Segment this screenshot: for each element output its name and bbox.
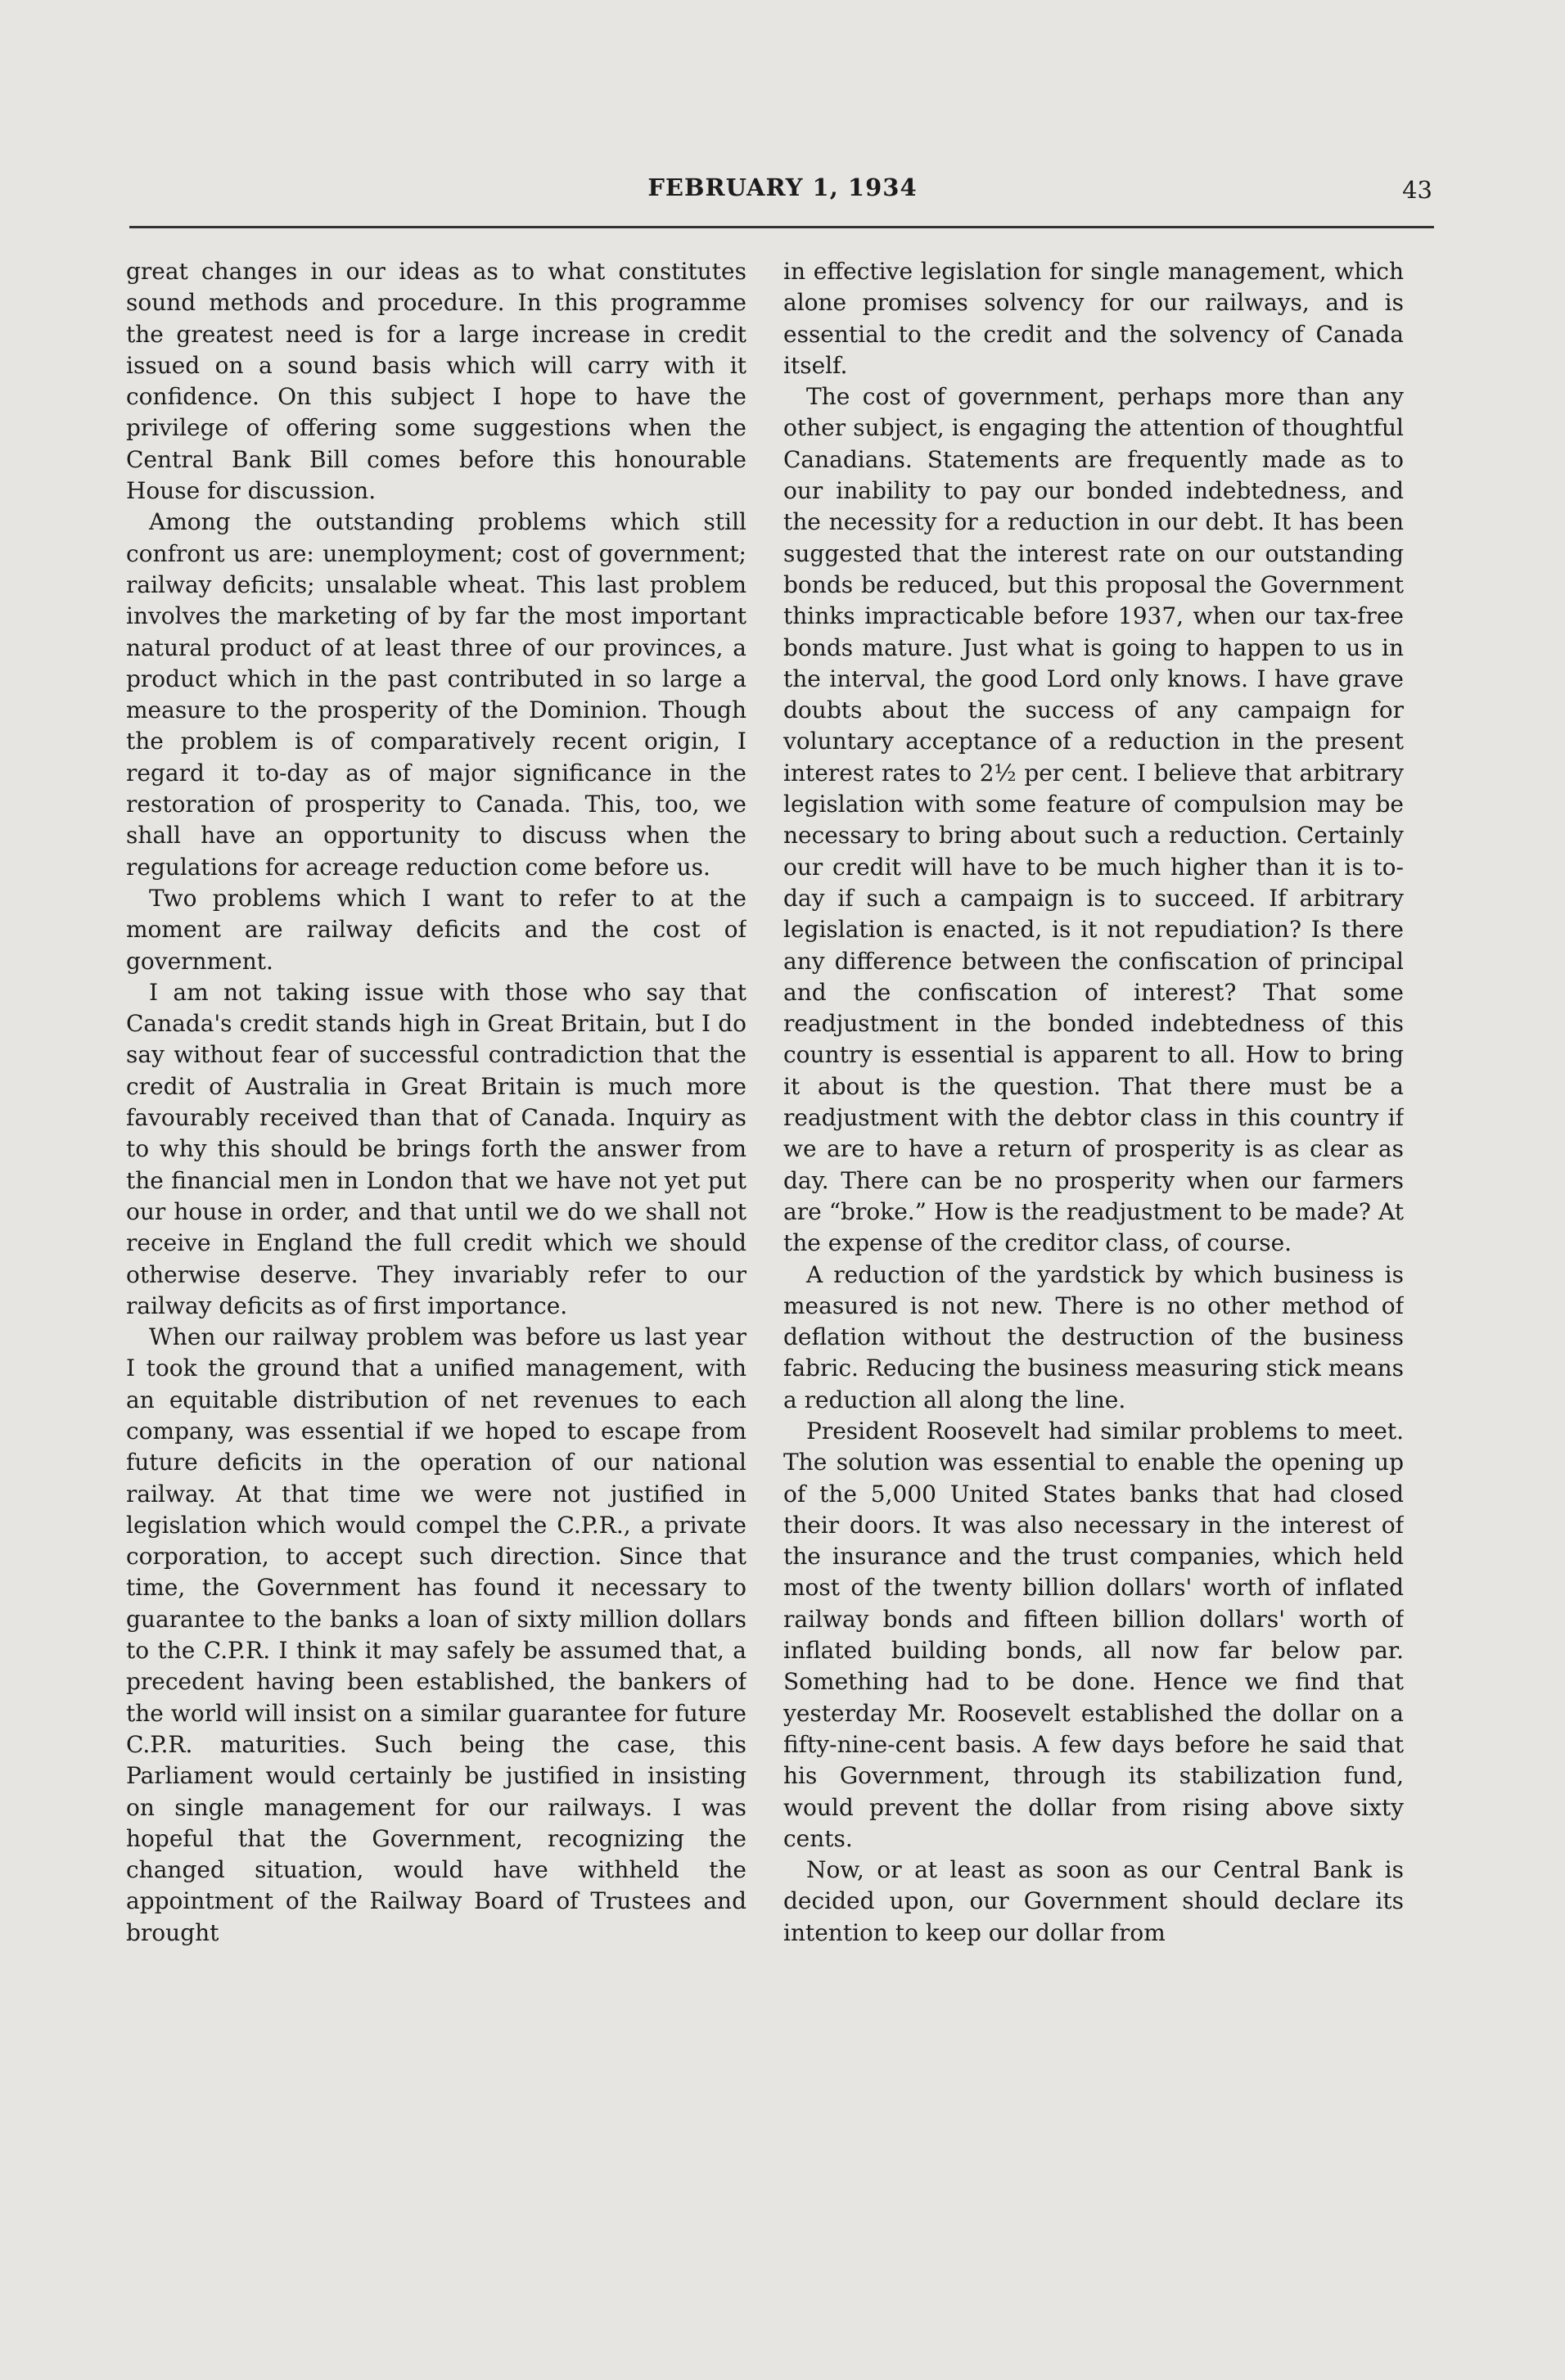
paragraph: in effective legislation for single management, which alone promises solvency for our railways, and is essential to the credit and the solvency of Canada itself. xyxy=(783,258,1404,379)
paragraph: The cost of government, perhaps more than any other subject, is engaging the attention of thoughtful Canadians. Statements are frequently made as to our inability to pay our bonded indebtedness, and the necessity for a reduction in our debt. It has been suggested that the interest rate on our outstanding bonds be reduced, but this proposal the Government thinks impracticable before 1937, when our tax-free bonds mature. Just what is going to happen to us in the interval, the good Lord only knows. I have grave doubts about the success of any campaign for voluntary acceptance of a reduction in the present interest rates to 2½ per cent. I believe that arbitrary legislation with some feature of compulsion may be necessary to bring about such a reduction. Certainly our credit will have to be much higher than it is to-day if such a campaign is to succeed. If arbitrary legislation is enacted, is it not repudiation? Is there any difference between the confiscation of principal and the confiscation of interest? That some readjustment in the bonded indebtedness of this country is essential is apparent to all. How to bring it about is the question. That there must be a readjustment with the debtor class in this country if we are to have a return of prosperity is as clear as day. There can be no prosperity when our farmers are “broke.” How is the readjustment to be made? At the expense of the creditor class, of course. xyxy=(783,383,1404,1257)
paragraph: Among the outstanding problems which still confront us are: unemployment; cost of government; railway deficits; unsalable wheat. This last problem involves the marketing of by far the most important natural product of at least three of our provinces, a product which in the past contributed in so large a measure to the prosperity of the Dominion. Though the problem is of comparatively recent origin, I regard it to-day as of major significance in the restoration of prosperity to Canada. This, too, we shall have an opportunity to discuss when the regulations for acreage reduction come before us. xyxy=(126,508,746,881)
page-number: 43 xyxy=(1402,176,1432,204)
left-column xyxy=(126,256,746,2220)
header-rule xyxy=(129,226,1434,228)
paragraph: Now, or at least as soon as our Central Bank is decided upon, our Government should declare its intention to keep our dollar from xyxy=(783,1856,1404,1946)
header-title: FEBRUARY 1, 1934 xyxy=(647,174,918,201)
paragraph: I am not taking issue with those who say that Canada's credit stands high in Great Britain, but I do say without fear of successful contradiction that the credit of Australia in Great Britain is much more favourably received than that of Canada. Inquiry as to why this should be brings forth the answer from the financial men in London that we have not yet put our house in order, and that until we do we shall not receive in England the full credit which we should otherwise deserve. They invariably refer to our railway deficits as of first importance. xyxy=(126,978,746,1319)
paragraph: great changes in our ideas as to what constitutes sound methods and procedure. In this programme the greatest need is for a large increase in credit issued on a sound basis which will carry with it confidence. On this subject I hope to have the privilege of offering some suggestions when the Central Bank Bill comes before this honourable House for discussion. xyxy=(126,258,746,505)
paragraph: When our railway problem was before us last year I took the ground that a unified management, with an equitable distribution of net revenues to each company, was essential if we hoped to escape from future deficits in the operation of our national railway. At that time we were not justified in legislation which would compel the C.P.R., a private corporation, to accept such direction. Since that time, the Government has found it necessary to guarantee to the banks a loan of sixty million dollars to the C.P.R. I think it may safely be assumed that, a precedent having been established, the bankers of the world will insist on a similar guarantee for future C.P.R. maturities. Such being the case, this Parliament would certainly be justified in insisting on single management for our railways. I was hopeful that the Government, recognizing the changed situation, would have withheld the appointment of the Railway Board of Trustees and brought xyxy=(126,1323,746,1946)
paragraph: A reduction of the yardstick by which business is measured is not new. There is no other method of deflation without the destruction of the business fabric. Reducing the business measuring stick means a reduction all along the line. xyxy=(783,1260,1404,1413)
paragraph: President Roosevelt had similar problems to meet. The solution was essential to enable the opening up of the 5,000 United States banks that had closed their doors. It was also necessary in the interest of the insurance and the trust companies, which held most of the twenty billion dollars' worth of inflated railway bonds and fifteen billion dollars' worth of inflated building bonds, all now far below par. Something had to be done. Hence we find that yesterday Mr. Roosevelt established the dollar on a fifty-nine-cent basis. A few days before he said that his Government, through its stabilization fund, would prevent the dollar from rising above sixty cents. xyxy=(783,1417,1404,1852)
right-column xyxy=(783,256,1404,2220)
paragraph: Two problems which I want to refer to at the moment are railway deficits and the cost of government. xyxy=(126,884,746,975)
